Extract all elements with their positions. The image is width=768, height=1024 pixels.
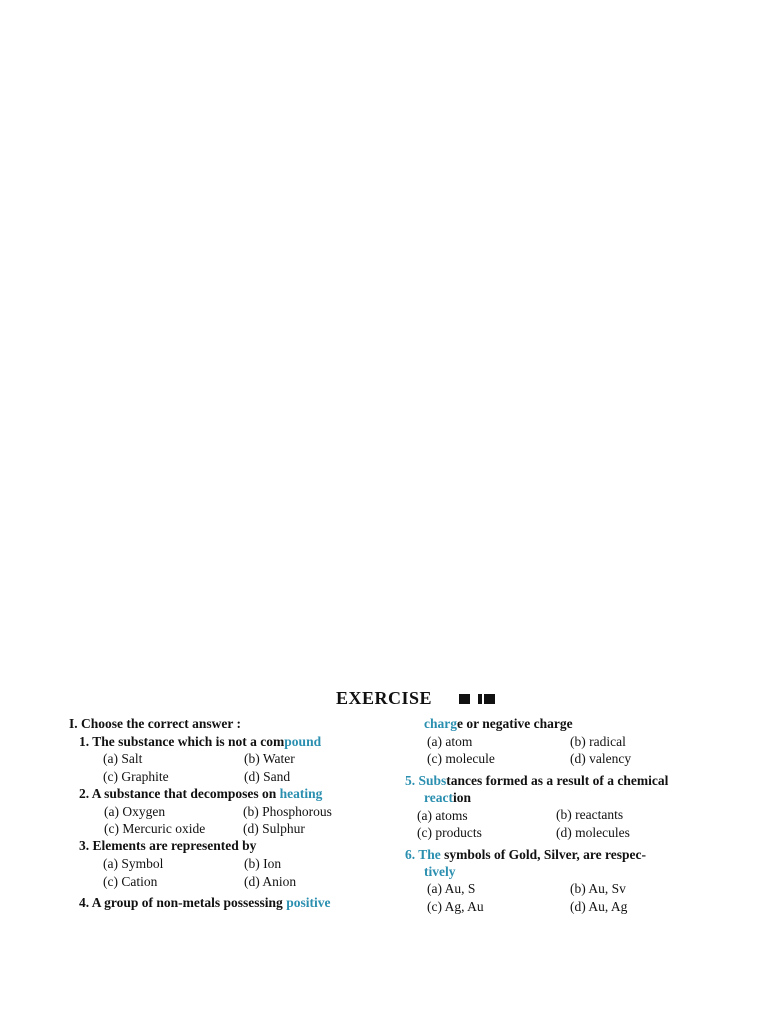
q5-option-a: (a) atoms xyxy=(417,808,468,823)
exercise-title: EXERCISE xyxy=(336,688,433,708)
question-number: 2. xyxy=(79,786,90,801)
q6-option-d: (d) Au, Ag xyxy=(570,899,628,914)
question-5-continued xyxy=(424,790,471,806)
question-text-highlight: charg xyxy=(424,716,457,731)
q6-option-b: (b) Au, Sv xyxy=(570,881,626,896)
question-4-continued xyxy=(424,716,573,732)
question-text-highlight: The xyxy=(418,847,441,862)
question-text: A group of non-metals possessing xyxy=(91,895,287,910)
q1-option-b: (b) Water xyxy=(244,751,295,766)
q5-option-c: (c) products xyxy=(417,825,482,840)
question-text-highlight: Subs xyxy=(418,773,447,788)
q5-option-b: (b) reactants xyxy=(556,807,624,822)
q4-option-b: (b) radical xyxy=(570,734,626,749)
question-text: A substance that decomposes on xyxy=(91,786,280,801)
q2-option-d: (d) Sulphur xyxy=(243,821,305,836)
question-text: The substance which is not a com xyxy=(92,734,285,749)
question-6-continued xyxy=(424,864,456,880)
q6-option-c: (c) Ag, Au xyxy=(427,899,484,914)
question-text-highlight: heating xyxy=(279,786,323,801)
q6-option-a: (a) Au, S xyxy=(427,881,476,896)
question-text: ion xyxy=(452,790,471,805)
question-number: 4. xyxy=(79,895,90,910)
question-text-highlight: tively xyxy=(424,864,456,879)
q1-option-a: (a) Salt xyxy=(103,751,143,766)
question-2 xyxy=(79,786,322,802)
q4-option-c: (c) molecule xyxy=(427,751,495,766)
q1-option-c: (c) Graphite xyxy=(103,769,169,784)
q3-option-d: (d) Anion xyxy=(244,874,297,889)
question-text: e or negative charge xyxy=(457,716,573,731)
q4-option-d: (d) valency xyxy=(570,751,632,766)
q2-option-c: (c) Mercuric oxide xyxy=(104,821,206,836)
question-text: Elements are represented by xyxy=(92,838,257,853)
q2-option-b: (b) Phosphorous xyxy=(243,804,332,819)
question-5 xyxy=(405,773,668,789)
question-text-highlight: positive xyxy=(286,895,331,910)
q3-option-a: (a) Symbol xyxy=(103,856,164,871)
title-marker-icon xyxy=(458,692,498,706)
q5-option-d: (d) molecules xyxy=(556,825,630,840)
question-6 xyxy=(405,847,646,863)
q4-option-a: (a) atom xyxy=(427,734,473,749)
question-text: symbols of Gold, Silver, are respec- xyxy=(440,847,647,862)
question-4 xyxy=(79,895,330,911)
q3-option-c: (c) Cation xyxy=(103,874,158,889)
question-number: 6. xyxy=(405,847,416,862)
section-heading: I. Choose the correct answer : xyxy=(69,716,241,731)
question-text-highlight: react xyxy=(424,790,453,805)
question-number: 1. xyxy=(79,734,90,749)
question-3 xyxy=(79,838,256,854)
q1-option-d: (d) Sand xyxy=(244,769,291,784)
question-text-highlight: pound xyxy=(284,734,322,749)
question-number: 5. xyxy=(405,773,416,788)
q2-option-a: (a) Oxygen xyxy=(104,804,166,819)
q3-option-b: (b) Ion xyxy=(244,856,282,871)
question-1 xyxy=(79,734,321,750)
question-number: 3. xyxy=(79,838,90,853)
question-text: tances formed as a result of a chemical xyxy=(446,773,669,788)
